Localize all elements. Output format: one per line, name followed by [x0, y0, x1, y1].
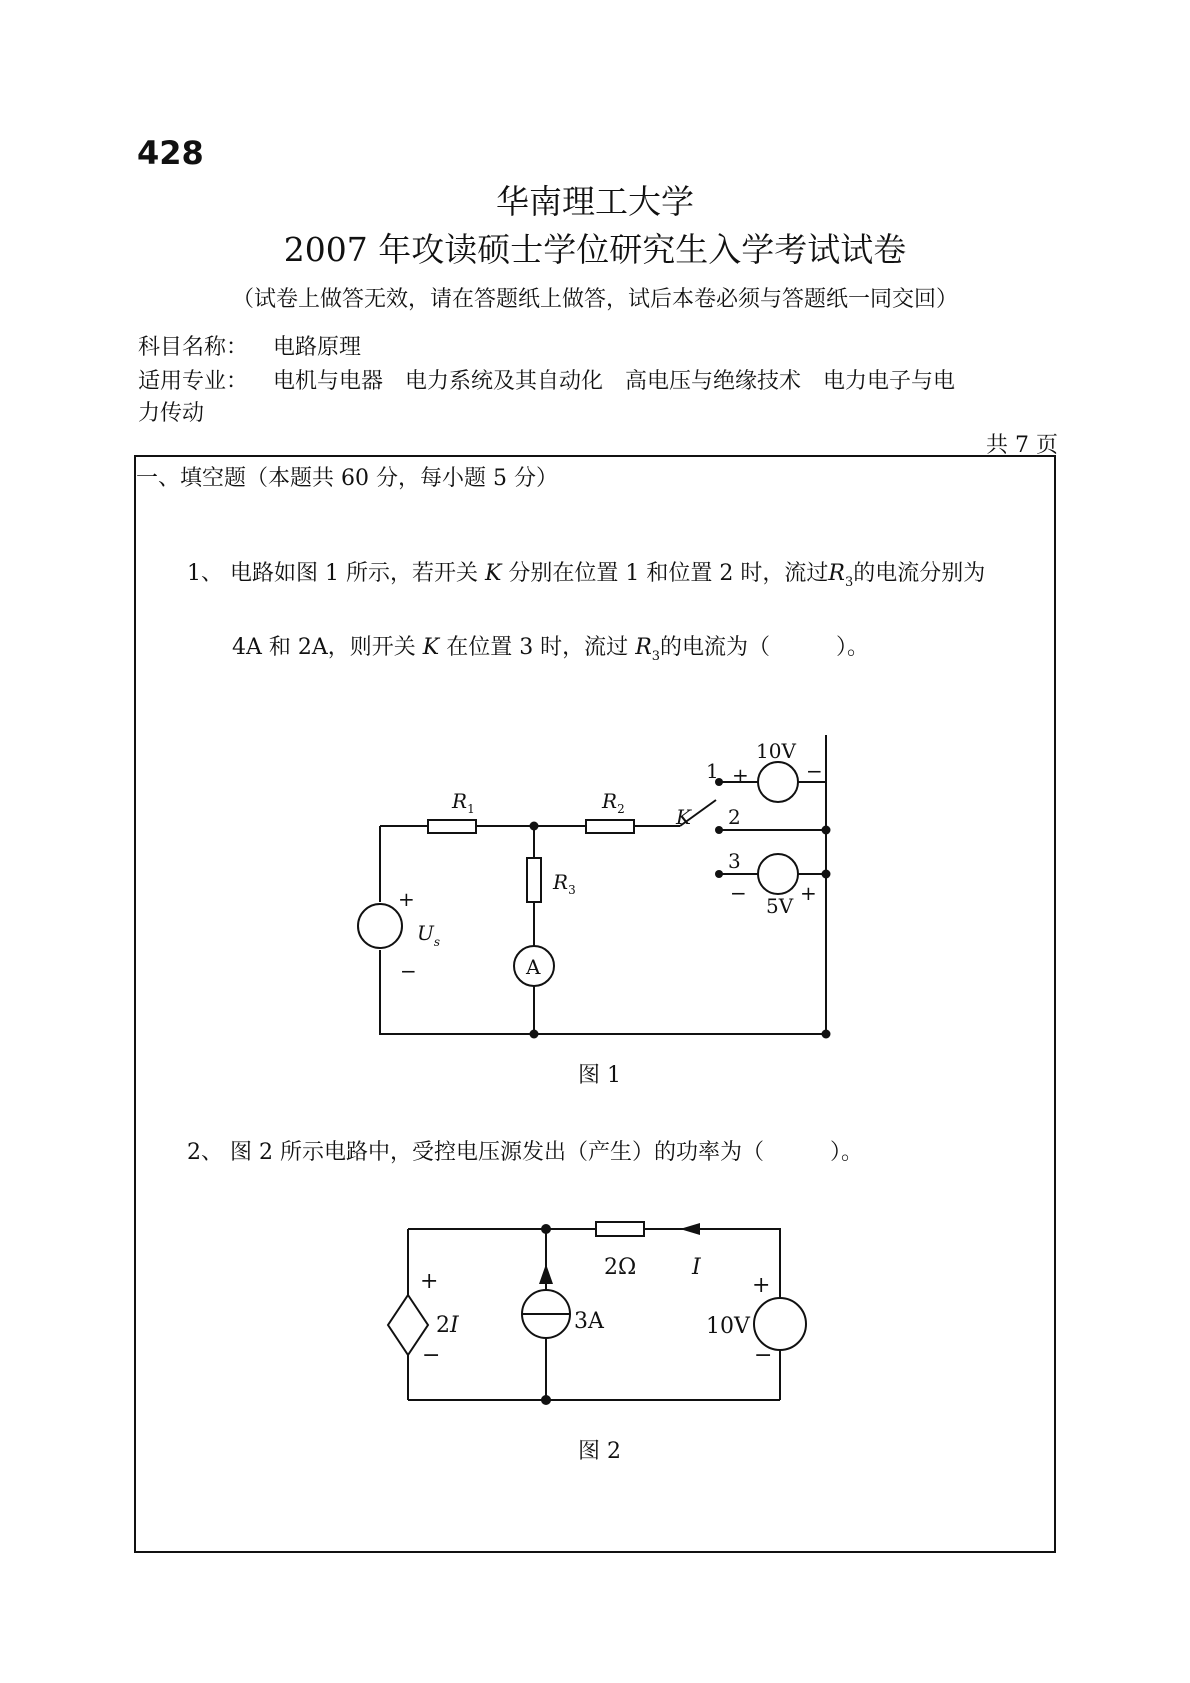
- fig1-us-minus: −: [400, 959, 417, 983]
- fig2-vs-plus: +: [752, 1273, 771, 1298]
- q1-switch-k-2: K: [422, 635, 440, 660]
- fig1-10v-minus: −: [806, 759, 823, 783]
- fig1-switch-label: K: [676, 805, 691, 829]
- subject-value: 电路原理: [273, 335, 362, 360]
- q1-r-sub: 3: [844, 575, 854, 590]
- fig2-current-label: I: [692, 1255, 701, 1280]
- fig1-5v-minus: −: [730, 881, 747, 905]
- fig2-resistor-label: 2Ω: [604, 1255, 637, 1280]
- fig1-us-plus: +: [398, 887, 415, 911]
- fig1-10v-plus: +: [732, 763, 749, 787]
- fig2-node-bottom: [541, 1395, 551, 1405]
- q1-text-d: 4A 和 2A，则开关: [232, 635, 416, 660]
- fig1-ammeter-label: A: [526, 955, 541, 979]
- fig2-dep-minus: −: [422, 1343, 441, 1368]
- majors-label: 适用专业：: [138, 369, 249, 394]
- university-name: 华南理工大学: [496, 182, 694, 221]
- q1-r: R: [828, 561, 845, 586]
- section-title: 一、填空题（本题共 60 分，每小题 5 分）: [136, 466, 558, 491]
- q1-switch-k: K: [484, 561, 502, 586]
- fig2-resistor-body: [596, 1222, 644, 1236]
- fig1-pos3-label: 3: [728, 849, 741, 873]
- q1-text-e: 在位置 3 时，流过: [446, 635, 629, 660]
- fig1-r3-label: $R_3$: [553, 870, 576, 897]
- majors-value: 电机与电器 电力系统及其自动化 高电压与绝缘技术 电力电子与电: [273, 369, 956, 394]
- subject-label: 科目名称：: [138, 335, 249, 360]
- q1-r-sub-2: 3: [651, 649, 661, 664]
- page-count: 共 7 页: [986, 433, 1058, 458]
- q1-text-a: 电路如图 1 所示，若开关: [230, 561, 478, 586]
- q1-number: 1、: [187, 561, 223, 586]
- majors-line-2: 力传动: [138, 401, 205, 426]
- fig2-voltage-label: 10V: [706, 1314, 750, 1339]
- fig1-pos2-label: 2: [728, 805, 741, 829]
- fig1-r2-label: $R_2$: [602, 789, 625, 816]
- fig1-5v-plus: +: [800, 881, 817, 905]
- fig1-10v-label: 10V: [756, 739, 796, 763]
- q2-text: 图 2 所示电路中，受控电压源发出（产生）的功率为（ ）。: [230, 1140, 863, 1165]
- fig1-r1-label: $R_1$: [452, 789, 475, 816]
- fig1-5v-label: 5V: [766, 894, 794, 918]
- figure-2-caption: 图 2: [578, 1439, 621, 1464]
- fig2-vs-minus: −: [754, 1343, 773, 1368]
- fig2-dep-plus: +: [420, 1269, 439, 1294]
- fig1-us-label: $U_s$: [417, 921, 441, 949]
- figure-1-caption: 图 1: [578, 1063, 621, 1088]
- fig2-current-source-label: 3A: [574, 1309, 604, 1334]
- fig2-dep-label: 2I: [436, 1313, 459, 1338]
- q1-r-2: R: [635, 635, 652, 660]
- q2-number: 2、: [187, 1140, 223, 1165]
- q1-text-f: 的电流为（ ）。: [660, 635, 870, 660]
- exam-code: 428: [137, 134, 204, 172]
- fig2-node-top: [541, 1224, 551, 1234]
- fig2-current-source-arrow: [539, 1264, 553, 1284]
- q1-text-c: 的电流分别为: [853, 561, 986, 586]
- exam-title: 2007 年攻读硕士学位研究生入学考试试卷: [283, 230, 907, 269]
- q1-text-b: 分别在位置 1 和位置 2 时，流过: [508, 561, 829, 586]
- fig2-current-arrow: [680, 1223, 700, 1235]
- fig1-pos1-label: 1: [706, 759, 719, 783]
- exam-note: （试卷上做答无效，请在答题纸上做答，试后本卷必须与答题纸一同交回）: [231, 287, 958, 312]
